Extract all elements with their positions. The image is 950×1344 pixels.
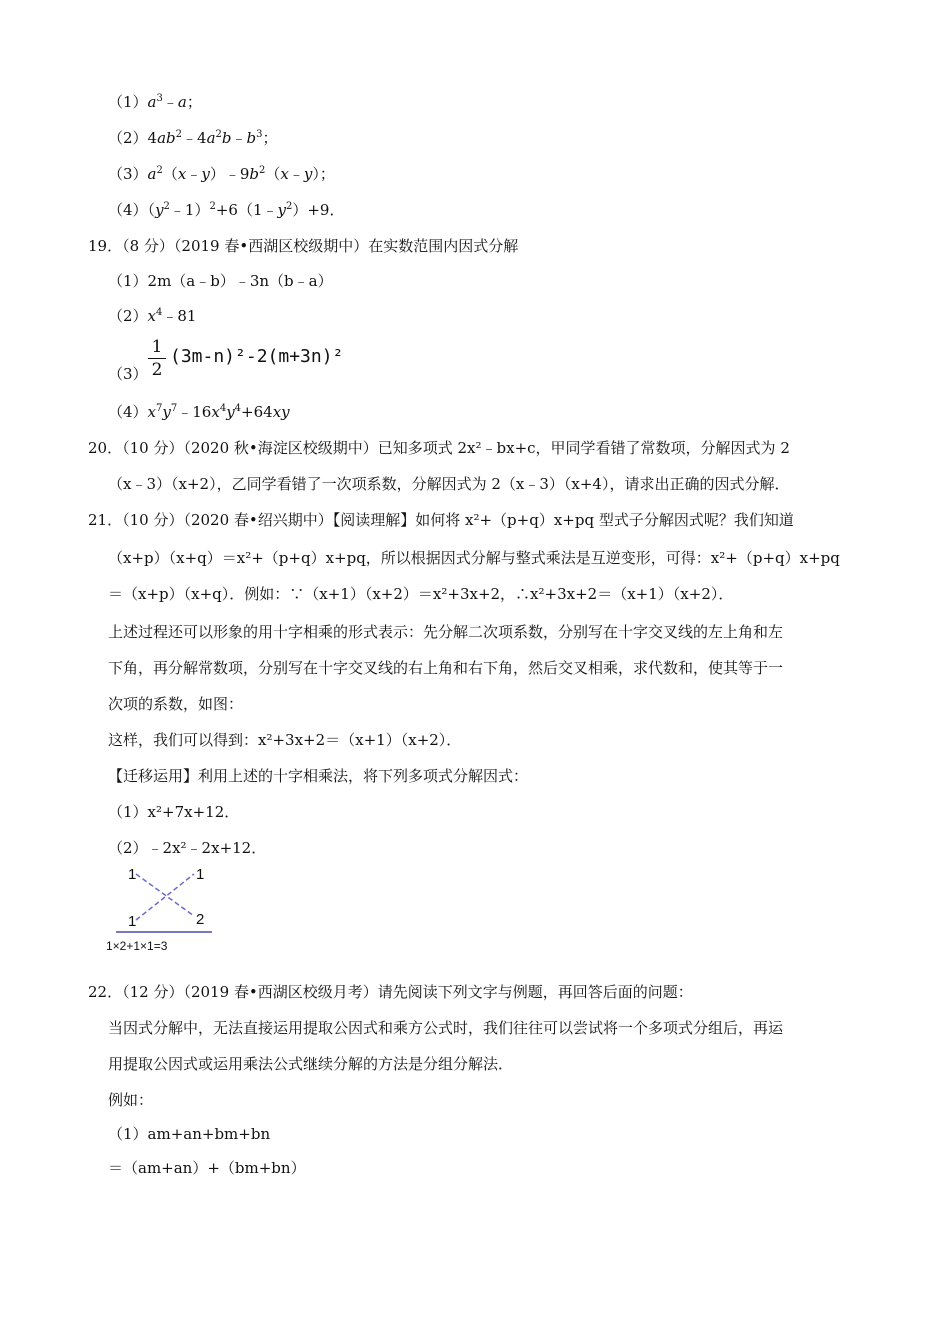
cross-bottom-left: 1: [128, 913, 137, 930]
q21-line-2: （x+p）（x+q）＝x²+（p+q）x+pq，所以根据因式分解与整式乘法是互逆变形，可得：x²+（p+q）x+pq: [108, 549, 840, 567]
q22-example-label: 例如：: [108, 1091, 154, 1109]
p18-item-1: $(1)a^3﹣a$；: [108, 93, 202, 111]
cross-bottom-right: 2: [196, 911, 205, 928]
q19-item-1: （1）2m（a﹣b）﹣3n（b﹣a）: [108, 272, 333, 290]
q21-para-3: 次项的系数，如图：: [108, 695, 244, 713]
q20-line-1: 20．（10 分）（2020 秋•海淀区校级期中）已知多项式 2x²﹣bx+c，甲同学看错了常数项，分解因式为 2: [88, 439, 790, 457]
q19-item-3-label: （3）: [108, 365, 148, 383]
q19-item-4: $(4)x^7y^7﹣16x^4y^4+64xy$: [108, 403, 290, 421]
q22-example-1: （1）am+an+bm+bn: [108, 1125, 271, 1143]
q19-item-2: $(2)x^4﹣81$: [108, 307, 197, 325]
q21-para-1: 上述过程还可以形象的用十字相乘的形式表示：先分解二次项系数，分别写在十字交叉线的左上角和左: [108, 623, 784, 641]
q19-fraction: 1 2: [148, 337, 166, 380]
q21-transfer: 【迁移运用】利用上述的十字相乘法，将下列多项式分解因式：: [108, 767, 529, 785]
q22-para-2: 用提取公因式或运用乘法公式继续分解的方法是分组分解法．: [108, 1055, 514, 1073]
p18-item-3: $(3)a^2(x﹣y)﹣9b^2(x﹣y)$；: [108, 165, 335, 183]
q20-line-2: （x﹣3）（x+2），乙同学看错了一次项系数，分解因式为 2（x﹣3）（x+4），请求出正确的因式分解．: [108, 475, 790, 493]
cross-top-left: 1: [128, 866, 137, 883]
q22-example-2: ＝（am+an）+（bm+bn）: [108, 1159, 306, 1177]
q19-item-3-formula: (3m-n)²-2(m+3n)²: [170, 346, 344, 367]
cross-top-right: 1: [196, 866, 205, 883]
q19-heading: 19．（8 分）（2019 春•西湖区校级期中）在实数范围内因式分解: [88, 237, 519, 255]
q22-heading: 22．（12 分）（2019 春•西湖区校级月考）请先阅读下列文字与例题，再回答后面的问题：: [88, 983, 693, 1001]
q21-task-1: （1）x²+7x+12．: [108, 803, 240, 821]
p18-item-2: $(2)4ab^2﹣4a^2b﹣b^3$；: [108, 129, 278, 147]
q22-para-1: 当因式分解中，无法直接运用提取公因式和乘方公式时，我们往往可以尝试将一个多项式分组后，再运: [108, 1019, 784, 1037]
q21-task-2: （2）﹣2x²﹣2x+12．: [108, 839, 267, 857]
cross-caption: 1×2+1×1=3: [106, 939, 168, 953]
p18-item-4: $(4)(y^2﹣1)^2+6(1﹣y^2)+9$．: [108, 201, 345, 219]
q21-result: 这样，我们可以得到：x²+3x+2＝（x+1）（x+2）．: [108, 731, 462, 749]
cross-line-down: [136, 874, 194, 916]
q21-para-2: 下角，再分解常数项，分别写在十字交叉线的右上角和右下角，然后交叉相乘，求代数和，使其等于一: [108, 659, 784, 677]
q21-line-3: ＝（x+p）（x+q）．例如：∵（x+1）（x+2）＝x²+3x+2，∴x²+3x+2＝（x+1）（x+2）．: [108, 585, 734, 603]
cross-multiplication-diagram: [102, 862, 222, 954]
q21-line-1: 21．（10 分）（2020 春•绍兴期中）【阅读理解】如何将 x²+（p+q）x+pq 型式子分解因式呢？我们知道: [88, 511, 794, 529]
